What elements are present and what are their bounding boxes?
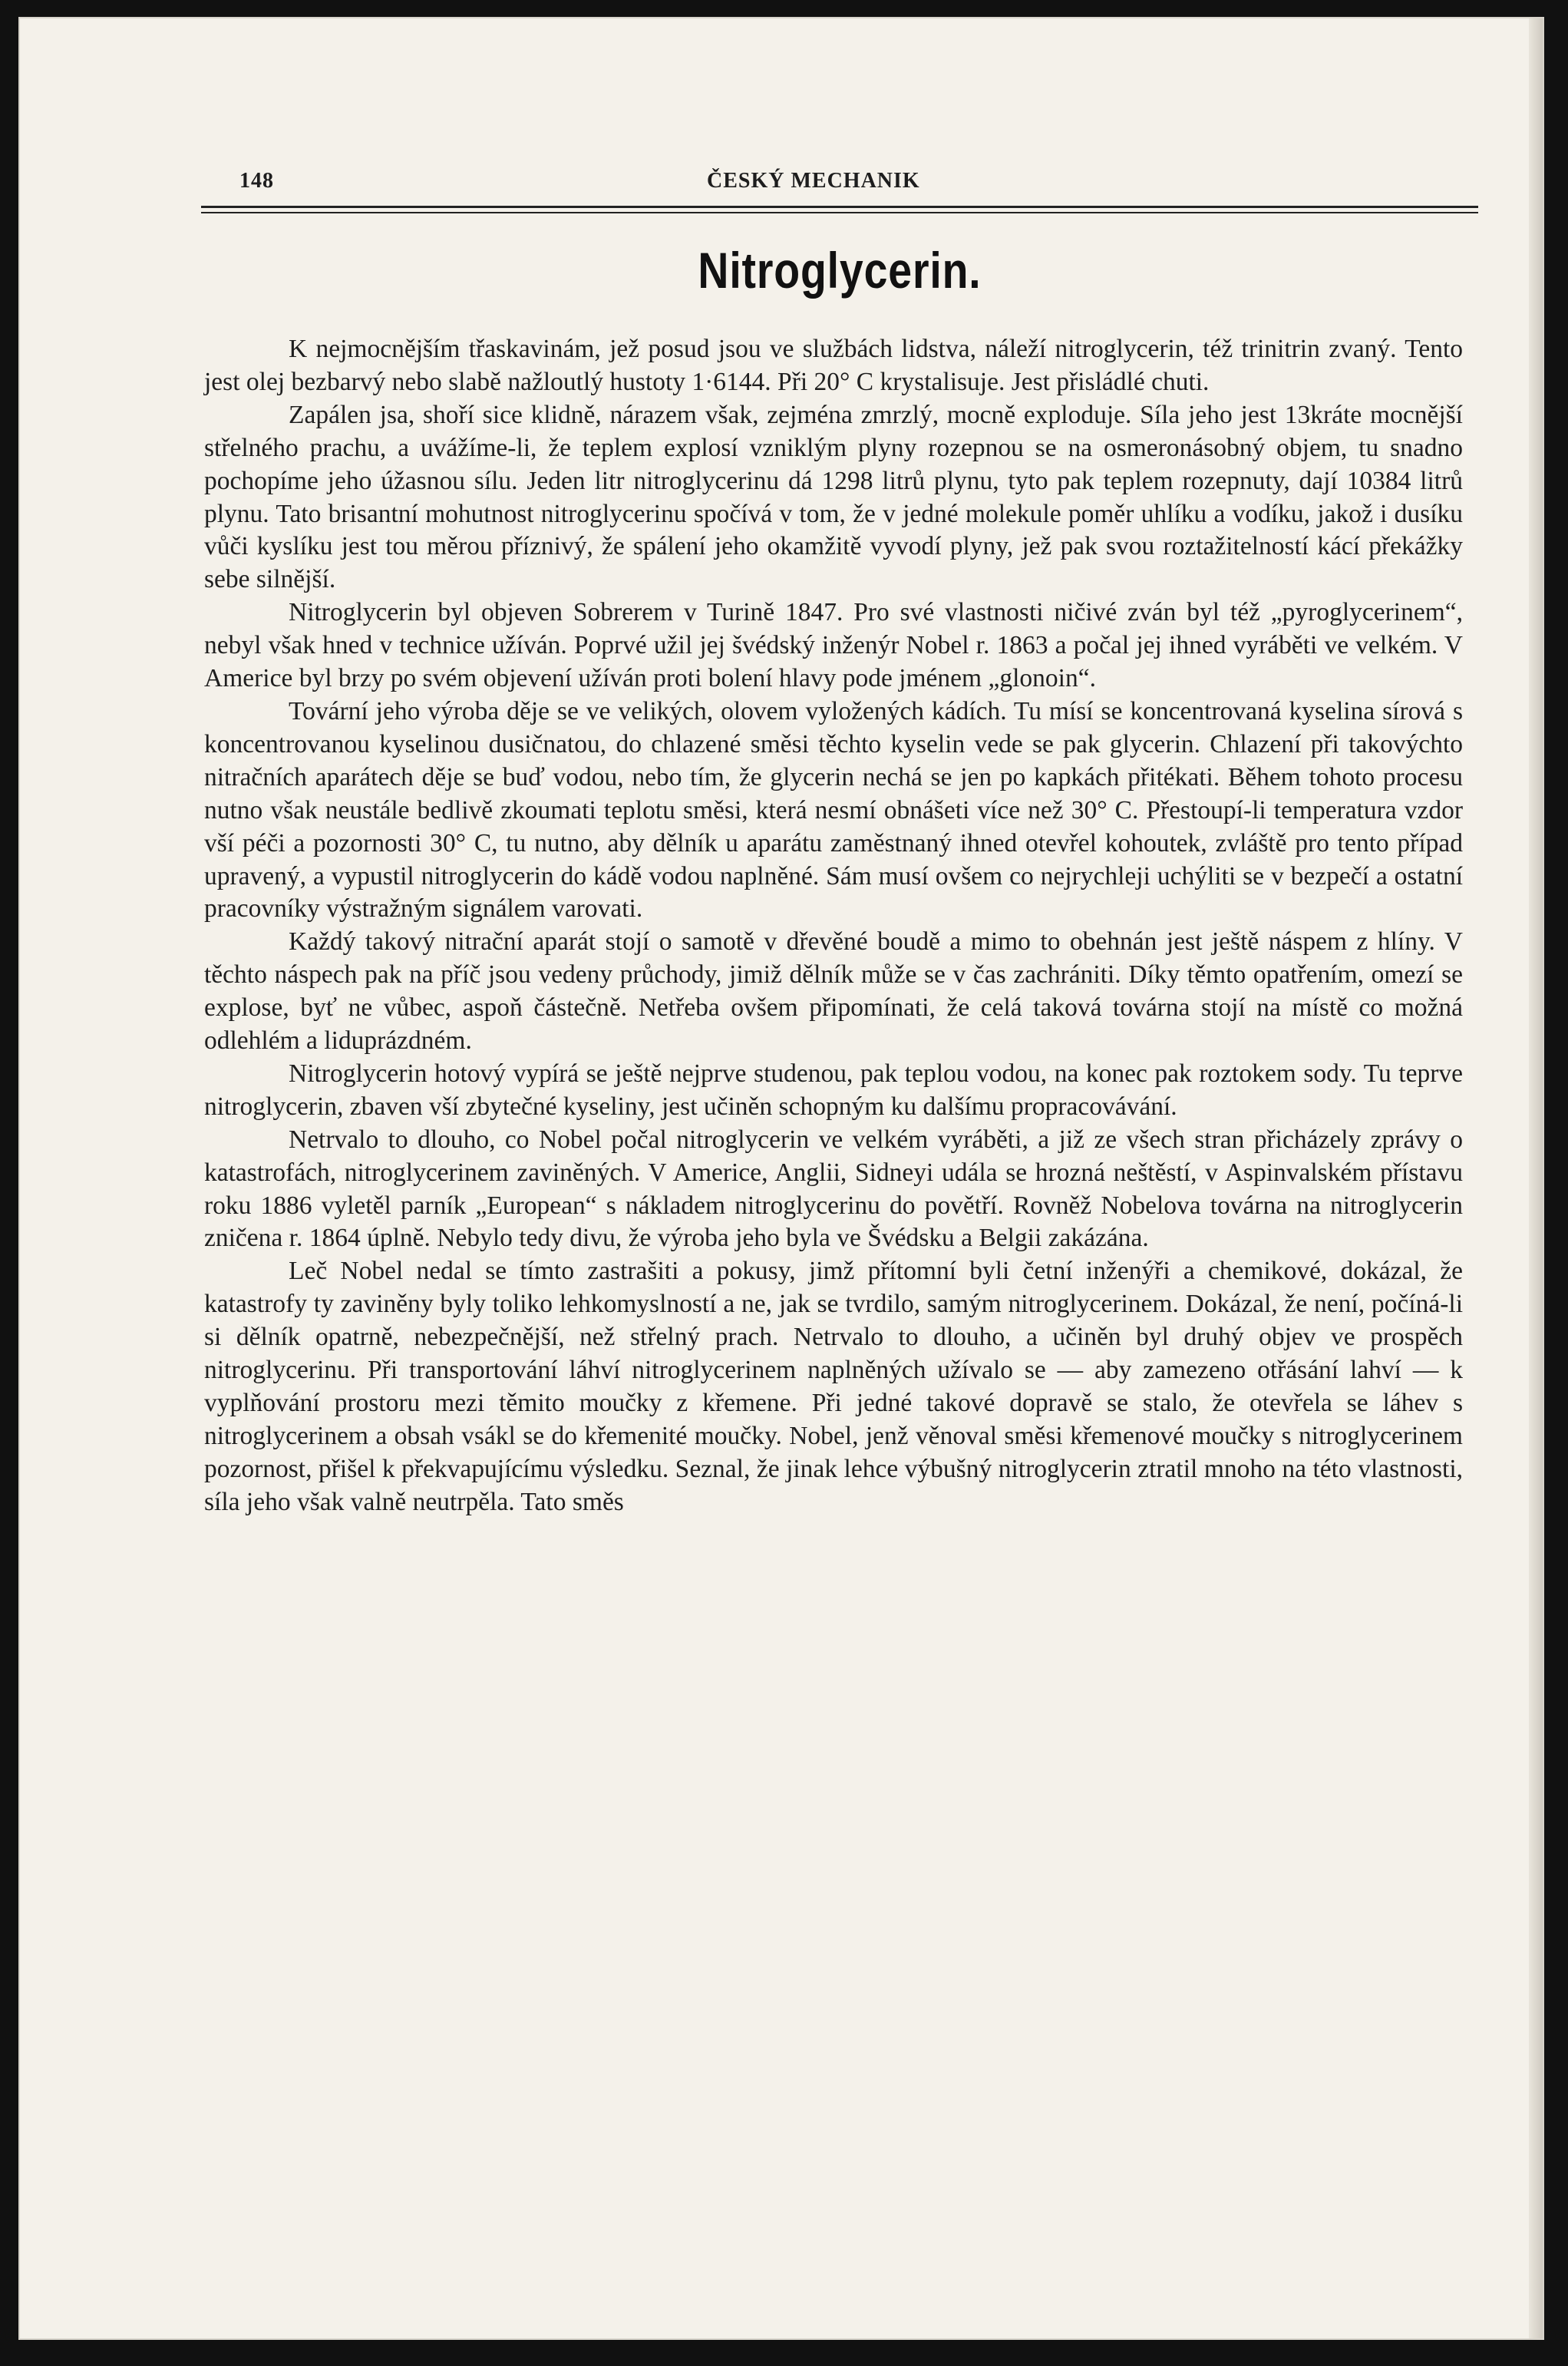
document-page bbox=[18, 17, 1544, 2340]
paragraph: Zapálen jsa, shoří sice klidně, nárazem však, zejména zmrzlý, mocně exploduje. Síla jeho jest 13kráte mocnější střelného prachu, a uvážíme-li, že teplem explosí vzniklým plyny rozepnou se na osmeronásobný objem, tu snadno pochopíme jeho úžasnou sílu. Jeden litr nitroglycerinu dá 1298 litrů plynu, tyto pak teplem rozepnuty, dají 10384 litrů plynu. Tato brisantní mohutnost nitroglycerinu spočívá v tom, že v jedné molekule poměr uhlíku a vodíku, jakož i dusíku vůči kyslíku jest tou měrou příznivý, že spálení jeho okamžitě vyvodí plyny, jež pak svou roztažitelností kácí překážky sebe silnější. bbox=[204, 400, 1463, 594]
paragraph: Netrvalo to dlouho, co Nobel počal nitroglycerin ve velkém vyráběti, a již ze všech stran přicházely zprávy o katastrofách, nitroglycerinem zaviněných. V Americe, Anglii, Sidneyi udála se hrozná neštěstí, v Aspinvalském přístavu roku 1886 vyletěl parník „European“ s nákladem nitroglycerinu do povětří. Rovněž Nobelova továrna na nitroglycerin zničena r. 1864 úplně. Nebylo tedy divu, že výroba jeho byla ve Švédsku a Belgii zakázána. bbox=[204, 1125, 1463, 1253]
running-title: ČESKÝ MECHANIK bbox=[707, 169, 920, 193]
paragraph: Každý takový nitrační aparát stojí o samotě v dřevěné boudě a mimo to obehnán jest ještě náspem z hlíny. V těchto náspech pak na příč jsou vedeny průchody, jimiž dělník může se v čas zachrániti. Díky těmto opatřením, omezí se explose, byť ne vůbec, aspoň částečně. Netřeba ovšem připomínati, že celá taková továrna stojí na místě co možná odlehlém a liduprázdném. bbox=[204, 927, 1463, 1056]
header-rule bbox=[201, 206, 1478, 213]
paragraph: K nejmocnějším třaskavinám, jež posud jsou ve službách lidstva, náleží nitroglycerin, též trinitrin zvaný. Tento jest olej bezbarvý nebo slabě nažloutlý hustoty 1·6144. Při 20° C krystalisuje. Jest přisládlé chuti. bbox=[204, 335, 1463, 396]
article-body bbox=[204, 333, 1463, 1519]
page-number: 148 bbox=[239, 169, 274, 193]
paragraph: Leč Nobel nedal se tímto zastrašiti a pokusy, jimž přítomní byli četní inženýři a chemikové, dokázal, že katastrofy ty zaviněny byly toliko lehkomyslností a ne, jak se tvrdilo, samým nitroglycerinem. Dokázal, že není, počíná-li si dělník opatrně, nebezpečnější, než střelný prach. Netrvalo to dlouho, a učiněn byl druhý objev ve prospěch nitroglycerinu. Při transportování láhví nitroglycerinem naplněných užívalo se — aby zamezeno otřásání lahví — k vyplňování prostoru mezi těmito moučky z křemene. Při jedné takové dopravě se stalo, že otevřela se láhev s nitroglycerinem a obsah vsákl se do křemenité moučky. Nobel, jenž věnoval směsi křemenové moučky s nitroglycerinem pozornost, přišel k překvapujícímu výsledku. Seznal, že jinak lehce výbušný nitroglycerin ztratil mnoho na této vlastnosti, síla jeho však valně neutrpěla. Tato směs bbox=[204, 1257, 1463, 1516]
page-spine-shadow bbox=[1529, 18, 1543, 2338]
paragraph: Nitroglycerin hotový vypírá se ještě nejprve studenou, pak teplou vodou, na konec pak roztokem sody. Tu teprve nitroglycerin, zbaven vší zbytečné kyseliny, jest učiněn schopným ku dalšímu propracovávání. bbox=[204, 1059, 1463, 1121]
paragraph: Tovární jeho výroba děje se ve velikých, olovem vyložených kádích. Tu mísí se koncentrovaná kyselina sírová s koncentrovanou kyselinou dusičnatou, do chlazené směsi těchto kyselin vede se pak glycerin. Chlazení při takovýchto nitračních aparátech děje se buď vodou, nebo tím, že glycerin nechá se jen po kapkách přitékati. Během tohoto procesu nutno však neustále bedlivě zkoumati teplotu směsi, která nesmí obnášeti více než 30° C. Přestoupí-li temperatura vzdor vší péči a pozornosti 30° C, tu nutno, aby dělník u aparátu zaměstnaný ihned otevřel kohoutek, zvláště pro tento případ upravený, a vypustil nitroglycerin do kádě vodou naplněné. Sám musí ovšem co nejrychleji uchýliti se v bezpečí a ostatní pracovníky výstražným signálem varovati. bbox=[204, 696, 1463, 924]
paragraph: Nitroglycerin byl objeven Sobrerem v Turině 1847. Pro své vlastnosti ničivé zván byl též „pyroglycerinem“, nebyl však hned v technice užíván. Poprvé užil jej švédský inženýr Nobel r. 1863 a počal jej ihned vyráběti ve velkém. V Americe byl brzy po svém objevení užíván proti bolení hlavy pode jménem „glonoin“. bbox=[204, 598, 1463, 693]
running-header bbox=[204, 169, 1478, 200]
article-title: Nitroglycerin. bbox=[698, 242, 982, 299]
